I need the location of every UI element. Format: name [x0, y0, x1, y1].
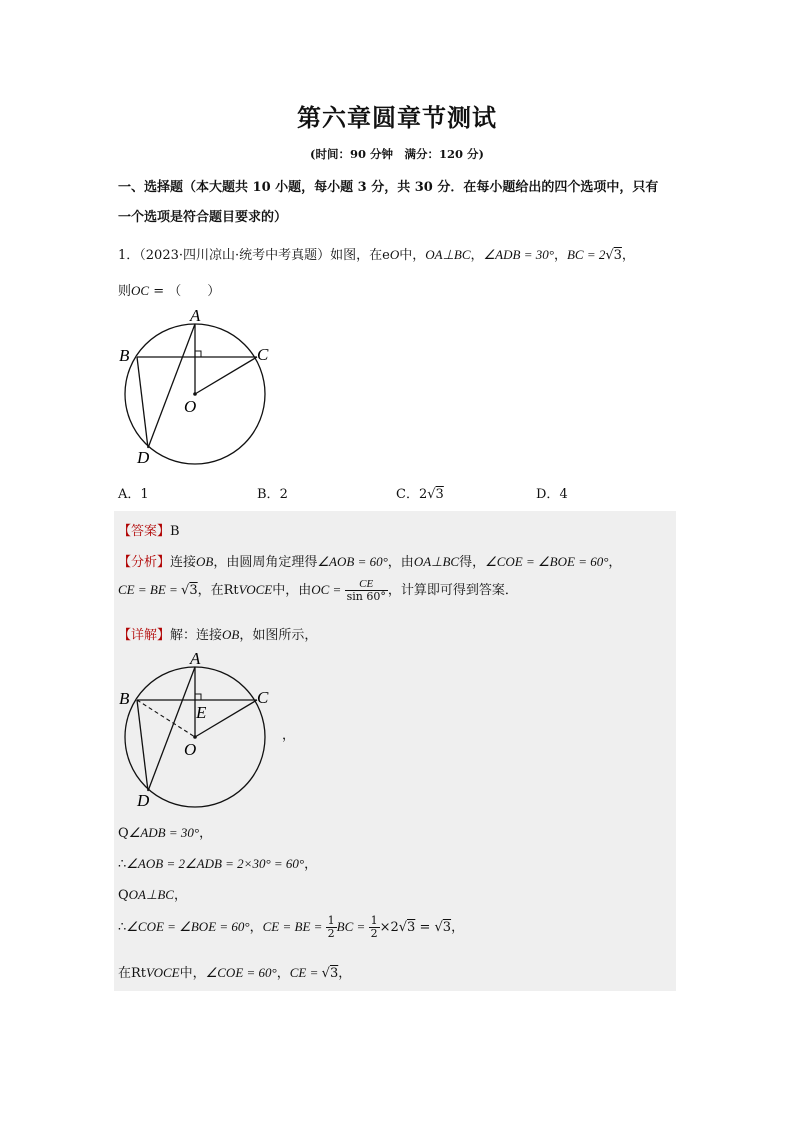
math: CE =: [289, 965, 322, 980]
sqrt-value: 3: [189, 583, 198, 599]
segment-bd: [137, 700, 148, 791]
text: 连接: [170, 555, 197, 570]
label-a: A: [190, 649, 201, 668]
math: OB: [196, 554, 214, 569]
segment-ad: [148, 324, 195, 448]
math: Rt: [223, 583, 239, 599]
segment-oc: [195, 357, 257, 394]
condition-perpendicular: OA⊥BC: [425, 247, 471, 262]
text: ，: [608, 555, 622, 570]
sqrt-value: 3: [329, 966, 339, 981]
sqrt-value: 3: [407, 920, 416, 936]
option-letter: B．: [257, 487, 280, 502]
label-c: C: [257, 688, 269, 707]
right-angle-mark: [195, 694, 201, 700]
segment-ob-dashed: [137, 700, 195, 737]
math: ∠ADB = 30°: [128, 825, 200, 840]
math: Rt: [131, 966, 147, 981]
label-o: O: [184, 740, 197, 759]
fraction-denominator: 2: [370, 927, 378, 941]
text: ，计算即可得到答案．: [387, 583, 518, 599]
option-value: 1: [140, 487, 149, 502]
text: ，如图所示，: [239, 628, 318, 643]
section-heading-line2: 一个选项是符合题目要求的）: [118, 210, 288, 225]
sqrt-sign: √: [398, 920, 408, 936]
label-e: E: [196, 703, 207, 722]
sqrt-sign: √: [181, 583, 190, 599]
therefore-sign: ∴: [118, 857, 127, 872]
question-stem-line1: [118, 244, 635, 263]
sqrt-sign: √: [434, 920, 443, 936]
separator: ，: [470, 248, 484, 263]
sqrt-value: 3: [442, 920, 452, 936]
sqrt-sign: √: [605, 248, 614, 263]
text: ，: [276, 966, 290, 981]
ask-oc: OC: [131, 283, 150, 298]
label-b: B: [119, 346, 130, 365]
question-source: （2023·四川凉山·统考中考真题）如图，在: [139, 248, 383, 263]
separator: ，: [621, 248, 635, 263]
math: ∠AOB = 60°: [317, 554, 388, 569]
label-d: D: [137, 791, 150, 810]
sqrt-sign: √: [427, 487, 436, 502]
ask-prefix: 则: [118, 284, 132, 299]
math: VOCE: [146, 965, 180, 980]
math: ∠COE = ∠BOE = 60°: [126, 919, 250, 935]
math: BC =: [336, 919, 369, 935]
math: OA⊥BC: [413, 554, 460, 569]
label-b: B: [119, 689, 130, 708]
text: 在: [118, 966, 132, 981]
label-a: A: [190, 306, 201, 325]
text: 中，: [179, 966, 206, 981]
text: ，由: [387, 555, 414, 570]
text: ，: [304, 857, 318, 872]
analysis-line1: [118, 551, 621, 570]
therefore-sign: ∴: [118, 920, 127, 936]
text: 中，由: [272, 583, 312, 599]
circle-symbol: e: [382, 248, 390, 263]
because-sign: Q: [118, 888, 129, 903]
label-o: O: [184, 397, 197, 416]
text: ，: [173, 888, 187, 903]
text: ，: [451, 920, 465, 936]
analysis-line2: [118, 578, 518, 603]
text: ，: [338, 966, 352, 981]
math: ∠COE = 60°: [205, 965, 277, 980]
solution-figure: [110, 645, 290, 815]
question-figure: [110, 300, 290, 470]
segment-ad: [148, 667, 195, 791]
text: ，: [199, 826, 213, 841]
math: OB: [222, 627, 240, 642]
sqrt-value: 3: [613, 248, 622, 263]
option-value: 2: [418, 487, 428, 502]
because-sign: Q: [118, 826, 129, 841]
option-c[interactable]: [396, 483, 444, 502]
center-dot: [193, 735, 197, 739]
page-subtitle: (时间：90 分钟 满分：120 分): [310, 147, 484, 161]
answer-line: [118, 520, 180, 539]
separator: ，: [553, 248, 567, 263]
math: CE = BE =: [118, 582, 182, 598]
option-d[interactable]: [536, 483, 568, 502]
math: OA⊥BC: [128, 887, 174, 902]
question-number: 1．: [118, 248, 140, 263]
fraction-numerator: 1: [327, 914, 335, 927]
text-zhong: 中，: [399, 248, 426, 263]
fraction-numerator: 1: [370, 914, 378, 927]
math: ∠AOB = 2∠ADB = 2×30° = 60°: [126, 856, 305, 871]
condition-bc: BC = 2: [566, 247, 606, 262]
label-d: D: [137, 448, 150, 467]
math: OC =: [311, 582, 345, 598]
condition-angle: ∠ADB = 30°: [483, 247, 554, 262]
text: ，在: [197, 583, 224, 599]
step-2: [118, 853, 317, 872]
fraction-denominator: sin 60°: [346, 590, 386, 604]
figure-comma: ，: [282, 728, 296, 743]
text: ，: [249, 920, 263, 936]
option-a[interactable]: [118, 483, 149, 502]
step-1: [118, 822, 212, 841]
center-dot: [193, 392, 197, 396]
label-c: C: [257, 345, 269, 364]
option-value: 4: [559, 487, 568, 502]
fraction-denominator: 2: [327, 927, 335, 941]
option-letter: C．: [396, 487, 419, 502]
option-letter: D．: [536, 487, 560, 502]
option-b[interactable]: [257, 483, 288, 502]
fraction-numerator: CE: [345, 578, 388, 591]
step-4: [118, 915, 464, 940]
page-title: 第六章圆章节测试: [297, 103, 497, 132]
answer-tag: 【答案】: [118, 524, 171, 539]
answer-value: B: [170, 524, 180, 539]
math: CE = BE =: [262, 919, 326, 935]
math: ×2: [379, 920, 399, 936]
right-angle-mark: [195, 351, 201, 357]
fraction-half: [369, 915, 380, 940]
option-value: 2: [279, 487, 288, 502]
ask-suffix: = （ ）: [149, 284, 221, 299]
step-3: [118, 884, 187, 903]
detail-line: [118, 624, 317, 643]
analysis-tag: 【分析】: [118, 555, 171, 570]
fraction-half: [326, 915, 337, 940]
text: 得，: [459, 555, 486, 570]
section-heading-line1: 一、选择题（本大题共 10 小题，每小题 3 分，共 30 分．在每小题给出的四个选项中，只有: [118, 180, 659, 195]
fraction: [345, 578, 388, 603]
sqrt-sign: √: [321, 966, 330, 981]
math: =: [415, 920, 435, 936]
step-5: [118, 962, 351, 981]
sqrt-value: 3: [435, 487, 444, 502]
option-letter: A．: [118, 487, 141, 502]
text: 解：连接: [170, 628, 223, 643]
circle-o: O: [389, 247, 400, 262]
text: ，由圆周角定理得: [213, 555, 318, 570]
question-stem-line2: [118, 280, 220, 299]
segment-bd: [137, 357, 148, 448]
detail-tag: 【详解】: [118, 628, 171, 643]
math: VOCE: [238, 582, 273, 598]
math: ∠COE = ∠BOE = 60°: [485, 554, 609, 569]
